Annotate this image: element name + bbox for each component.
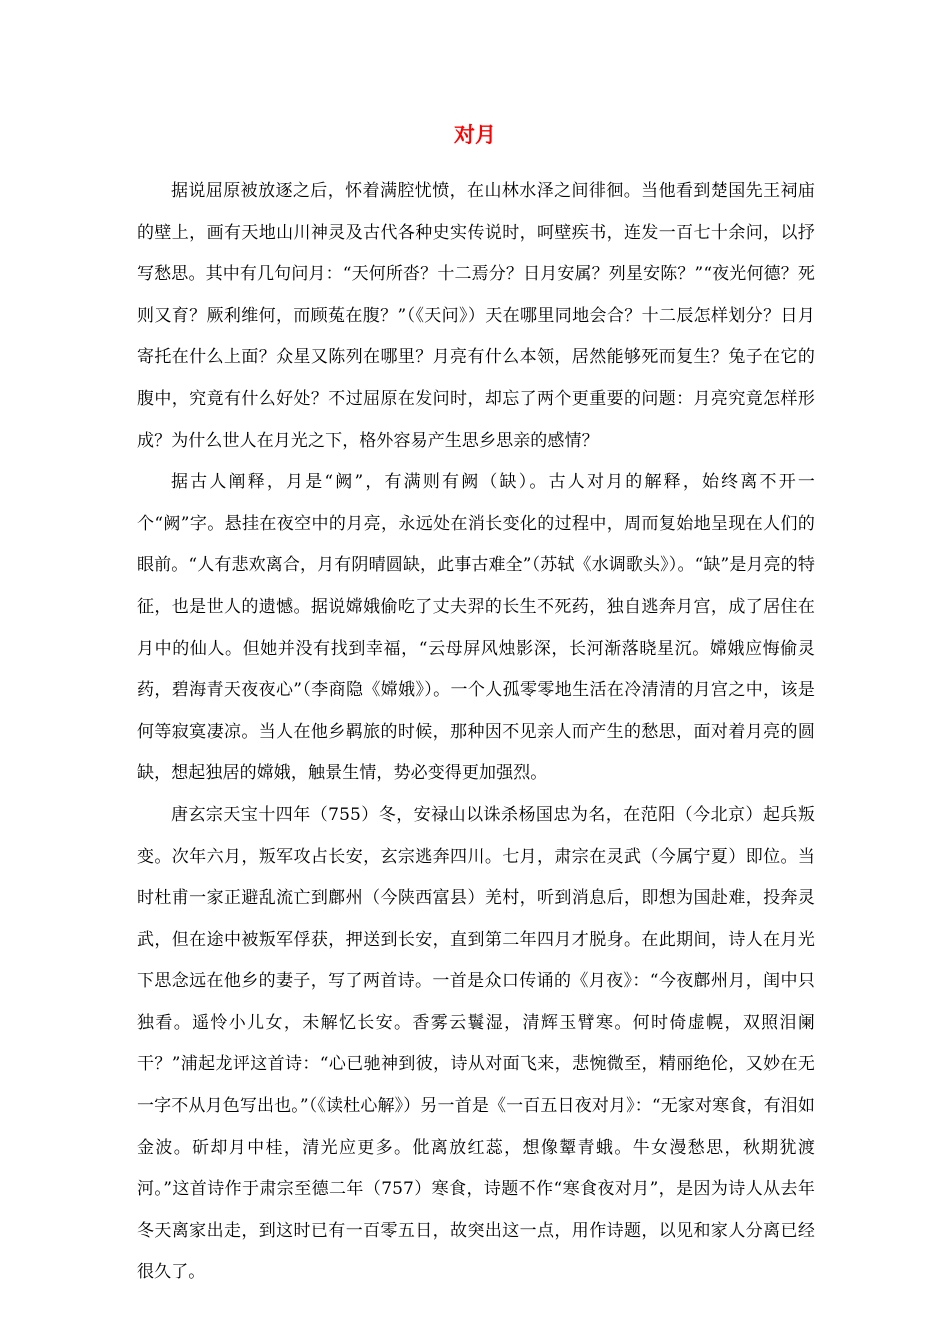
paragraph-du-fu: 唐玄宗天宝十四年（755）冬，安禄山以诛杀杨国忠为名，在范阳（今北京）起兵叛变。次年六月，叛军攻占长安，玄宗逃奔四川。七月，肃宗在灵武（今属宁夏）即位。当时杜甫一家正避乱流亡到鄜州（今陕西富县）羌村，听到消息后，即想为国赴难，投奔灵武，但在途中被叛军俘获，押送到长安，直到第二年四月才脱身。在此期间，诗人在月光下思念远在他乡的妻子，写了两首诗。一首是众口传诵的《月夜》：“今夜鄜州月，闺中只独看。遥怜小儿女，未解忆长安。香雾云鬟湿，清辉玉臂寒。何时倚虚幌，双照泪阑干？”浦起龙评这首诗：“心已驰神到彼，诗从对面飞来，悲惋微至，精丽绝伦，又妙在无一字不从月色写出也。”（《读杜心解》）另一首是《一百五日夜对月》：“无家对寒食，有泪如金波。斫却月中桂，清光应更多。仳离放红蕊，想像颦青蛾。牛女漫愁思，秋期犹渡河。”这首诗作于肃宗至德二年（757）寒食，诗题不作“寒食夜对月”，是因为诗人从去年冬天离家出走，到这时已有一百零五日，故突出这一点，用作诗题，以见和家人分离已经很久了。 [137, 804, 815, 1283]
document-body [137, 171, 815, 1294]
document-title: 对月 [454, 122, 496, 147]
paragraph-qu-yuan: 据说屈原被放逐之后，怀着满腔忧愤，在山林水泽之间徘徊。当他看到楚国先王祠庙的壁上，画有天地山川神灵及古代各种史实传说时，呵壁疾书，连发一百七十余问，以抒写愁思。其中有几句问月：“天何所沓？十二焉分？日月安属？列星安陈？”“夜光何德？死则又育？厥利维何，而顾菟在腹？”（《天问》）天在哪里同地会合？十二辰怎样划分？日月寄托在什么上面？众星又陈列在哪里？月亮有什么本领，居然能够死而复生？兔子在它的腹中，究竟有什么好处？不过屈原在发问时，却忘了两个更重要的问题：月亮究竟怎样形成？为什么世人在月光之下，格外容易产生思乡思亲的感情？ [137, 181, 815, 451]
paragraph-que: 据古人阐释，月是“阙”，有满则有阙（缺）。古人对月的解释，始终离不开一个“阙”字。悬挂在夜空中的月亮，永远处在消长变化的过程中，周而复始地呈现在人们的眼前。“人有悲欢离合，月有阴晴圆缺，此事古难全”（苏轼《水调歌头》）。“缺”是月亮的特征，也是世人的遗憾。据说嫦娥偷吃了丈夫羿的长生不死药，独自逃奔月宫，成了居住在月中的仙人。但她并没有找到幸福，“云母屏风烛影深，长河渐落晓星沉。嫦娥应悔偷灵药，碧海青天夜夜心”（李商隐《嫦娥》）。一个人孤零零地生活在冷清清的月宫之中，该是何等寂寞凄凉。当人在他乡羁旅的时候，那种因不见亲人而产生的愁思，面对着月亮的圆缺，想起独居的嫦娥，触景生情，势必变得更加强烈。 [137, 472, 815, 784]
